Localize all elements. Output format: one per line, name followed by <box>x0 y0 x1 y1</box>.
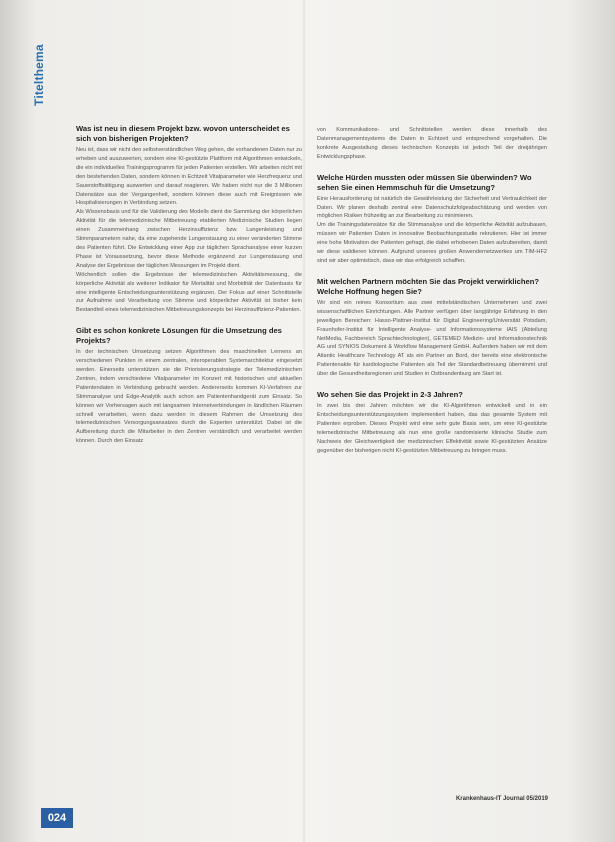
section-label-text: Titelthema <box>32 44 46 106</box>
answer-paragraph: In der technischen Umsetzung setzen Algorithmen des maschinellen Lernens an verschiedenen Punkten in einem zentralen, interoperablen Systemarchitektur eingesetzt werden. Einerseits unterstützen sie die Priorisierungsstrategie der Telemedizinischen Zentren, indem verschiedene Vitalparameter im Konzert mit historischen und aktuellen Patientendaten in Verbindung gebracht werden. Andererseits kommen KI-Verfahren zur Stimmanalyse und Edge-Analytik auch schon am Patientenhandgerät zum Einsatz. So können wir Vorhersagen auch mit langsamen Internetverbindungen in ländlichen Räumen schnell verarbeiten, wenn dazu werden in diesem Rahmen die Umsetzung des telemedizinischen Versorgungsansatzes durch die Experten unterstützt. Dabei ist die Aufbereitung durch die Mitarbeiter in den Zentren verständlich und verarbeitet werden können. Durch den Einsatz <box>76 349 302 445</box>
answer-paragraph: Wöchentlich sollen die Ergebnisse der telemedizinischen Aktivitätsmessung, die körperliche Aktivität als weiterer Indikator für Mortalität und Morbidität der Datenbasis für eine intelligente Entscheidungsunterstützung ergänzen. Der Fokus auf einer Schnittstelle zur Aufnahme und Verarbeitung von Stimme und körperlicher Aktivität ist bisher kein Bestandteil eines telemedizinischen Mitbetreuungskonzepts bei Herzinsuffizienz-Patienten. <box>76 271 302 314</box>
answer-paragraph: Eine Herausforderung ist natürlich die Gewährleistung der Sicherheit und Vertraulichkeit der Daten. Wir planen deshalb zentral eine Datenschutzfolgeabschätzung und werden von möglichen Risiken frühzeitig an zur Bearbeitung zu minimieren. <box>317 195 547 220</box>
question-heading: Mit welchen Partnern möchten Sie das Projekt verwirklichen? Welche Hoffnung hegen Sie? <box>317 276 539 296</box>
answer-paragraph: Neu ist, dass wir nicht den selbstverständlichen Weg gehen, die vorhandenen Daten nur zu erheben und auszuwerten, sondern eine KI-gestützte Plattform mit Algorithmen entwickeln, die ein individuelles Trainingsprogramm für jeden Patienten erstellen. Wir arbeiten nicht mit den bestehenden Daten, sondern können in Echtzeit Vitalparameter wie Herzfrequenz und Sauerstoffsättigung auswerten und darauf reagieren. Wir haben nicht nur die 3 Millionen Datensätze aus der Vergangenheit, sondern können diese auch mit Ereignissen wie Hospitalisierungen in Verbindung setzen. <box>76 147 302 207</box>
right-column <box>317 126 547 455</box>
answer-paragraph: von Kommunikations- und Schnittstellen werden diese innerhalb des Datenmanagementsystems die Daten in Echtzeit und entsprechend vorgehalten. Die konkrete Ausgestaltung dieses technischen Konzepts ist jedoch Teil der dreijährigen Entwicklungsphase. <box>317 127 547 160</box>
question-heading: Wo sehen Sie das Projekt in 2-3 Jahren? <box>317 390 463 400</box>
section-label <box>30 36 46 126</box>
answer-paragraph: In zwei bis drei Jahren möchten wir die KI-Algorithmen entwickelt und in ein Entscheidungsunterstützungssystem implementiert haben, das das gesamte System mit Patienten erproben. Dieses Projekt wird eine sehr gute Basis sein, um eine KI-gestützte telemedizinische Mitbetreuung als nun eine große randomisierte klinische Studie zum Nachweis der Gleichwertigkeit der medizinischen Effektivität sowie KI-gestützten Ansätze gegenüber der bisherigen nicht KI-gestützten Mitbetreuung zu bringen muss. <box>317 403 547 454</box>
page-number: 024 <box>41 808 73 828</box>
answer-paragraph: Wir sind ein reines Konsortium aus zwei mittelständischen Unternehmen und zwei wissenschaftlichen Einrichtungen. Alle Partner verfügen über langjährige Erfahrung in den jeweiligen Bereichen: Hasso-Plattner-Institut für Digital Engineering/Universität Potsdam, Fraunhofer-Institut für Intelligente Analyse- und Informationssysteme IAIS (Abteilung NetMedia, Fachbereich Sprachtechnologien), GETEMED Medizin- und Informationstechnik AG und SYNIOS Dokument & Workflow Management GmbH. Außerdem haben wir mit dem Atlantic Healthcare Technology AT als ein Partner an Bord, der bereits eine elektronische Patientenakte für kardiologische Patienten als Teil der Standardbetreuung übernimmt und über die Gesundheitsregionen und Studien in Ostbrandenburg am Start ist. <box>317 299 547 378</box>
left-column <box>76 124 302 446</box>
answer-paragraph: Als Wissensbasis und für die Validierung des Modells dient die Sammlung der körperlichen Aktivität für die telemedizinische Mitbetreuung etablierten Medizinische Studien liegen einen Zusammenhang zwischen Herzinsuffizienz bzw. Lungenleistung und Stimmparametern nahe, da eine zugehende Lungenstauung zu einer veränderten Stimme des Patienten führt. Die Entwicklung einer App zur täglichen Sprachanalyse einer kurzen Phase ist Voraussetzung, bevor diese Methode ergänzend zur Lungenstauung und Analyse der Ergebnisse der täglichen Messungen im Projekt dient. <box>76 209 302 269</box>
journal-name: Krankenhaus-IT Journal 05/2019 <box>455 796 548 802</box>
answer-paragraph: Um die Trainingsdatensätze für die Stimmanalyse und die körperliche Aktivität aufzubauen, müssen wir Patienten Daten in innovative Beobachtungsstudie rekrutieren. Hier ist immer eine hohe Motivation der Patienten gefragt, die dabei erhobenen Daten aufzubereiten, damit wir diese validieren können. Aufgrund unseres großen Anwendernetzwerkes um TIM-HF2 sind wir aber optimistisch, dass wir das erfolgreich schaffen. <box>317 222 547 264</box>
question-heading: Welche Hürden mussten oder müssen Sie überwinden? Wo sehen Sie einen Hemmschuh für die Umsetzung? <box>317 172 532 192</box>
question-heading: Gibt es schon konkrete Lösungen für die Umsetzung des Projekts? <box>76 326 282 346</box>
page-fold-shadow <box>302 0 306 842</box>
question-heading: Was ist neu in diesem Projekt bzw. wovon unterscheidet es sich von bisherigen Projekten? <box>76 124 290 143</box>
